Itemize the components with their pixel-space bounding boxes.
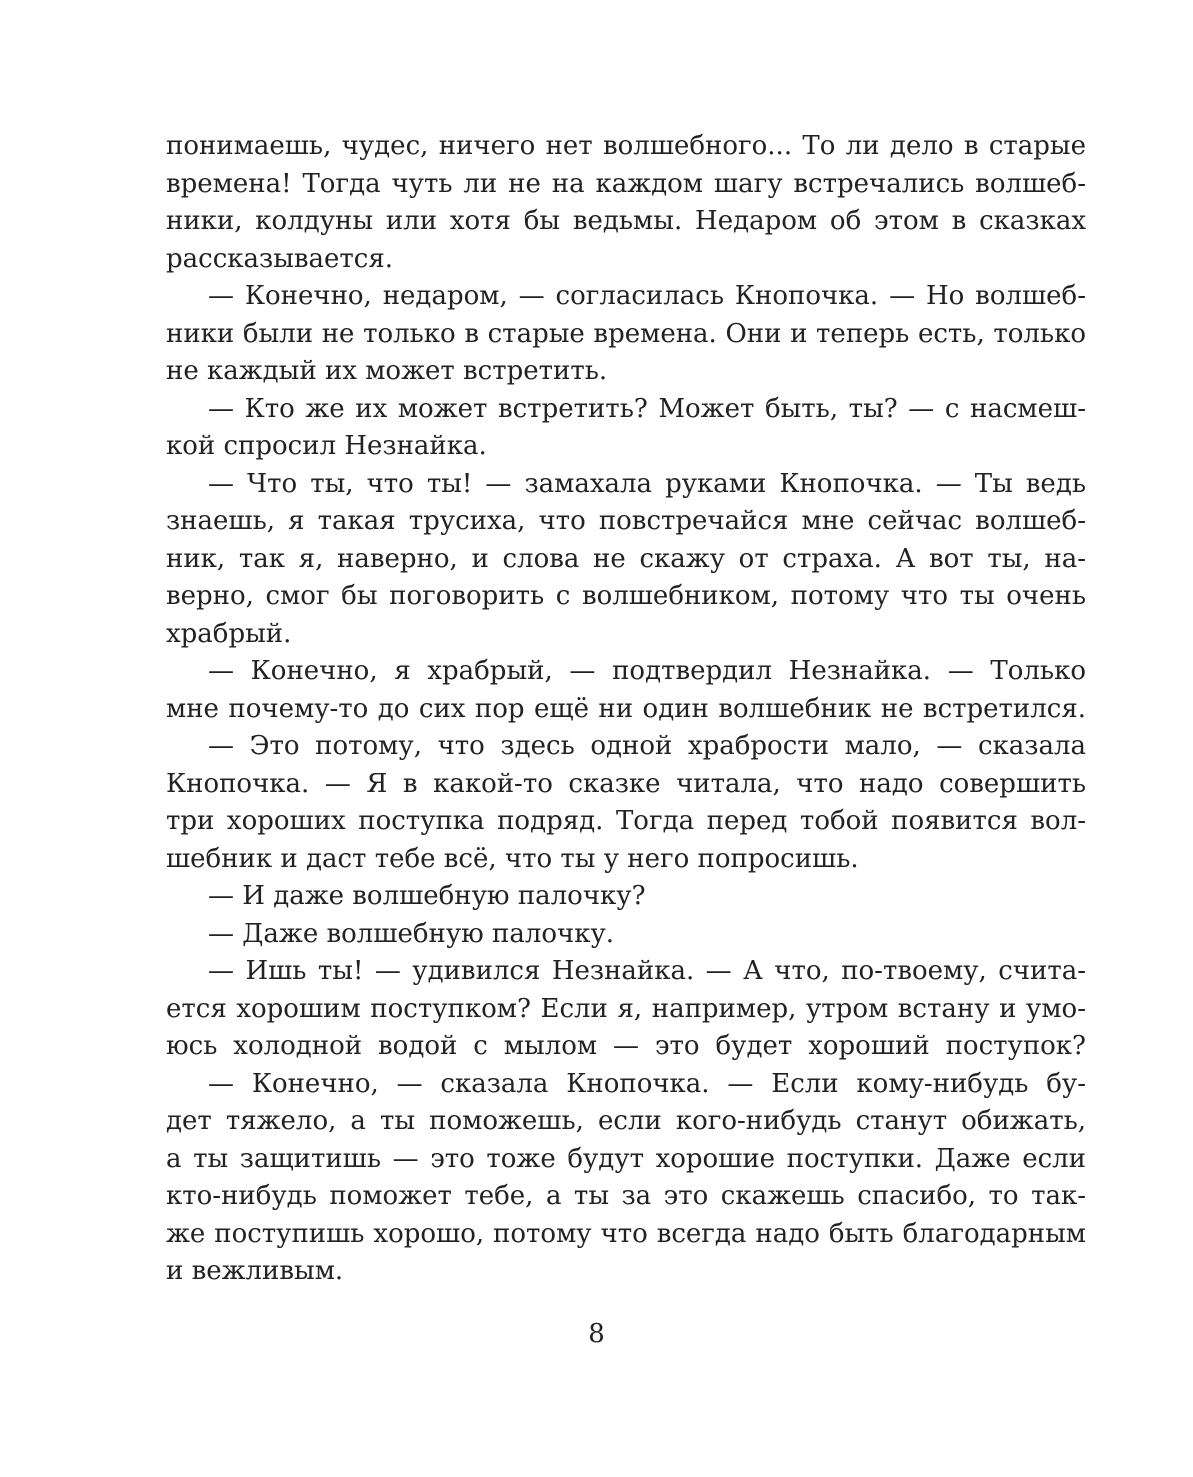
- text-line: храбрый.: [166, 618, 292, 649]
- text-line: знаешь, я такая трусиха, что повстречайся мне сейчас волшеб-: [166, 506, 1086, 536]
- text-line: кто-нибудь поможет тебе, а ты за это скажешь спасибо, то так-: [166, 1181, 1086, 1211]
- text-line: времена! Тогда чуть ли не на каждом шагу встречались волшеб-: [166, 168, 1086, 199]
- text-line: три хороших поступка подряд. Тогда перед тобой появится вол-: [166, 806, 1086, 836]
- text-line: — Что ты, что ты! — замахала руками Кнопочка. — Ты ведь: [208, 468, 1086, 499]
- text-line: дет тяжело, а ты поможешь, если кого-нибудь станут обижать,: [166, 1106, 1086, 1136]
- text-line: ется хорошим поступком? Если я, например, утром встану и умо-: [166, 993, 1086, 1024]
- text-line: — Ишь ты! — удивился Незнайка. — А что, по-твоему, счита-: [208, 956, 1086, 986]
- text-line: не каждый их может встретить.: [166, 356, 608, 386]
- text-line: — Конечно, я храбрый, — подтвердил Незнайка. — Только: [208, 656, 1086, 686]
- text-line: рассказывается.: [166, 243, 394, 274]
- text-line: мне почему-то до сих пор ещё ни один волшебник не встретился.: [166, 693, 1086, 724]
- page-number: 8: [588, 1319, 605, 1349]
- text-line: — Конечно, — сказала Кнопочка. — Если кому-нибудь бу-: [208, 1068, 1086, 1099]
- text-line: ники, колдуны или хотя бы ведьмы. Недаром об этом в сказках: [166, 206, 1086, 236]
- text-line: — И даже волшебную палочку?: [208, 881, 646, 911]
- text-line: а ты защитишь — это тоже будут хорошие поступки. Даже если: [166, 1143, 1086, 1174]
- text-line: юсь холодной водой с мылом — это будет хороший поступок?: [166, 1031, 1086, 1061]
- body-text: [166, 128, 1086, 1291]
- text-line: — Даже волшебную палочку.: [208, 918, 615, 949]
- text-line: шебник и даст тебе всё, что ты у него попросишь.: [166, 843, 859, 874]
- text-line: Кнопочка. — Я в какой-то сказке читала, что надо совершить: [166, 768, 1086, 799]
- text-line: верно, смог бы поговорить с волшебником, потому что ты очень: [166, 581, 1086, 611]
- text-line: кой спросил Незнайка.: [166, 431, 487, 461]
- text-line: и вежливым.: [166, 1256, 344, 1286]
- text-line: же поступишь хорошо, потому что всегда надо быть благодарным: [166, 1218, 1086, 1249]
- text-line: — Кто же их может встретить? Может быть, ты? — с насмеш-: [208, 393, 1086, 424]
- text-line: ники были не только в старые времена. Они и теперь есть, только: [166, 318, 1086, 349]
- text-line: — Конечно, недаром, — согласилась Кнопочка. — Но волшеб-: [208, 281, 1086, 311]
- text-line: — Это потому, что здесь одной храбрости мало, — сказала: [208, 731, 1086, 761]
- text-line: ник, так я, наверно, и слова не скажу от страха. А вот ты, на-: [166, 543, 1086, 574]
- text-line: понимаешь, чудес, ничего нет волшебного... То ли дело в старые: [166, 131, 1086, 161]
